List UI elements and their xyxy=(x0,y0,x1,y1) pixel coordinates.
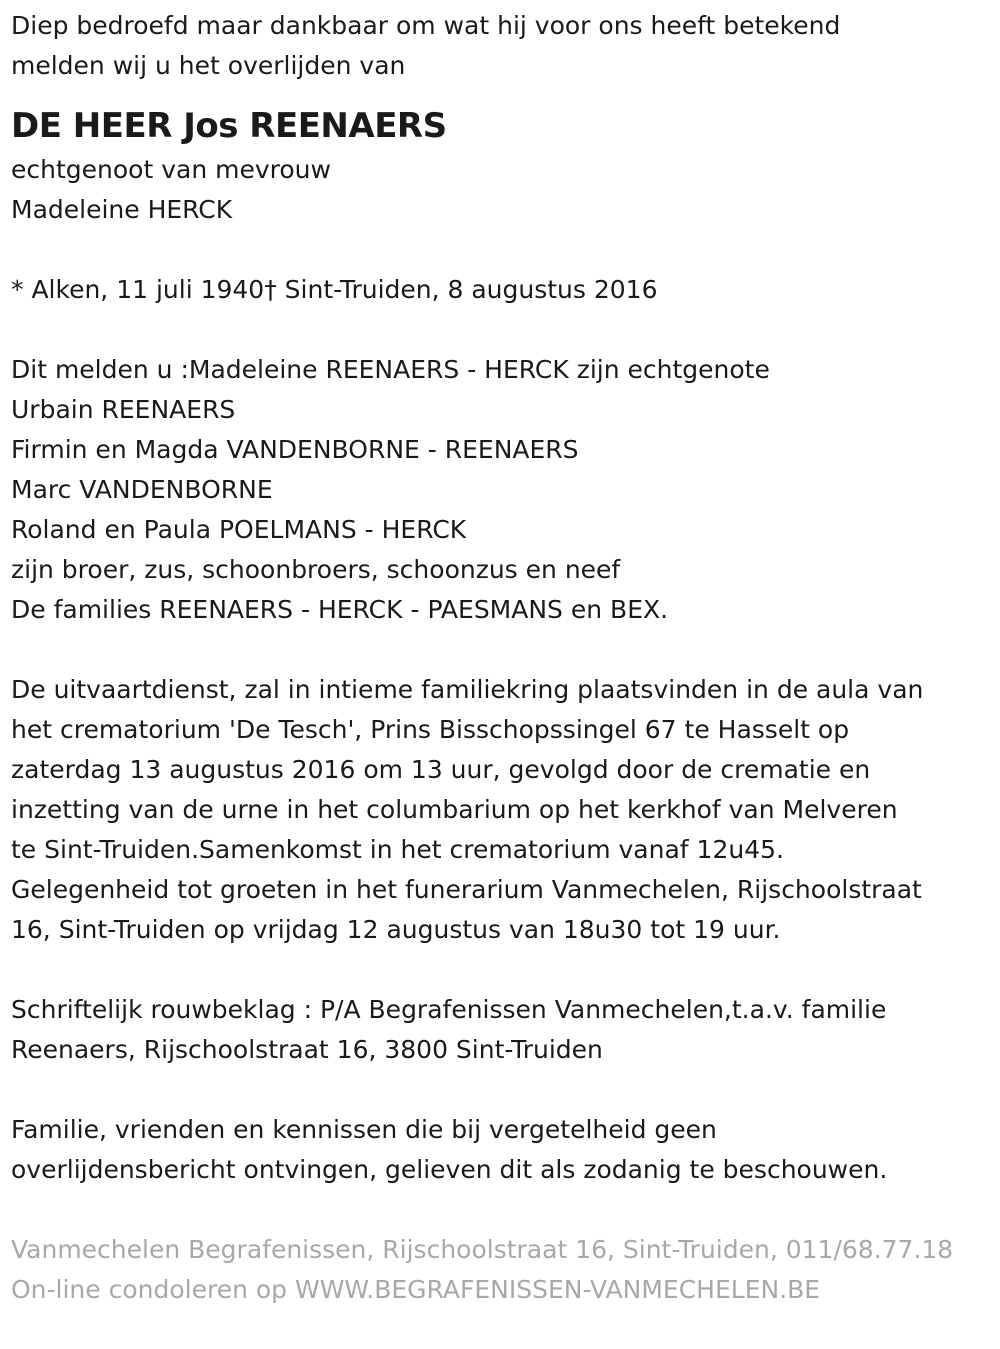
family-line: Urbain REENAERS xyxy=(11,395,236,424)
family-line: Firmin en Magda VANDENBORNE - REENAERS xyxy=(11,435,579,464)
funeral-home-footer: Vanmechelen Begrafenissen, Rijschoolstraat 16, Sint-Truiden, 011/68.77.18 xyxy=(11,1235,954,1264)
spacer xyxy=(11,1190,996,1230)
service-line: Gelegenheid tot groeten in het funerarium Vanmechelen, Rijschoolstraat xyxy=(11,875,922,904)
family-line: De families REENAERS - HERCK - PAESMANS en BEX. xyxy=(11,595,669,624)
spacer xyxy=(11,230,996,270)
deceased-name: DE HEER Jos REENAERS xyxy=(11,106,447,146)
condolence-address-line: Reenaers, Rijschoolstraat 16, 3800 Sint-Truiden xyxy=(11,1035,603,1064)
spacer xyxy=(11,950,996,990)
family-line: zijn broer, zus, schoonbroers, schoonzus en neef xyxy=(11,555,621,584)
service-line: De uitvaartdienst, zal in intieme familiekring plaatsvinden in de aula van xyxy=(11,675,924,704)
spacer xyxy=(11,310,996,350)
closing-line: overlijdensbericht ontvingen, gelieven dit als zodanig te beschouwen. xyxy=(11,1155,888,1184)
online-condolence-footer: On-line condoleren op WWW.BEGRAFENISSEN-VANMECHELEN.BE xyxy=(11,1275,821,1304)
birth-death-dates: * Alken, 11 juli 1940† Sint-Truiden, 8 augustus 2016 xyxy=(11,275,658,304)
spacer xyxy=(11,1070,996,1110)
spouse-line: Madeleine HERCK xyxy=(11,195,233,224)
intro-line: melden wij u het overlijden van xyxy=(11,51,406,80)
condolence-address-line: Schriftelijk rouwbeklag : P/A Begrafenissen Vanmechelen,t.a.v. familie xyxy=(11,995,887,1024)
intro-line: Diep bedroefd maar dankbaar om wat hij voor ons heeft betekend xyxy=(11,11,841,40)
service-line: te Sint-Truiden.Samenkomst in het crematorium vanaf 12u45. xyxy=(11,835,784,864)
family-line: Marc VANDENBORNE xyxy=(11,475,273,504)
family-line: Roland en Paula POELMANS - HERCK xyxy=(11,515,467,544)
obituary-notice xyxy=(11,6,996,1310)
service-line: zaterdag 13 augustus 2016 om 13 uur, gevolgd door de crematie en xyxy=(11,755,871,784)
spacer xyxy=(11,630,996,670)
family-line: Dit melden u :Madeleine REENAERS - HERCK zijn echtgenote xyxy=(11,355,770,384)
service-line: inzetting van de urne in het columbarium op het kerkhof van Melveren xyxy=(11,795,898,824)
spouse-line: echtgenoot van mevrouw xyxy=(11,155,331,184)
service-line: het crematorium 'De Tesch', Prins Bisschopssingel 67 te Hasselt op xyxy=(11,715,850,744)
closing-line: Familie, vrienden en kennissen die bij vergetelheid geen xyxy=(11,1115,717,1144)
service-line: 16, Sint-Truiden op vrijdag 12 augustus van 18u30 tot 19 uur. xyxy=(11,915,781,944)
